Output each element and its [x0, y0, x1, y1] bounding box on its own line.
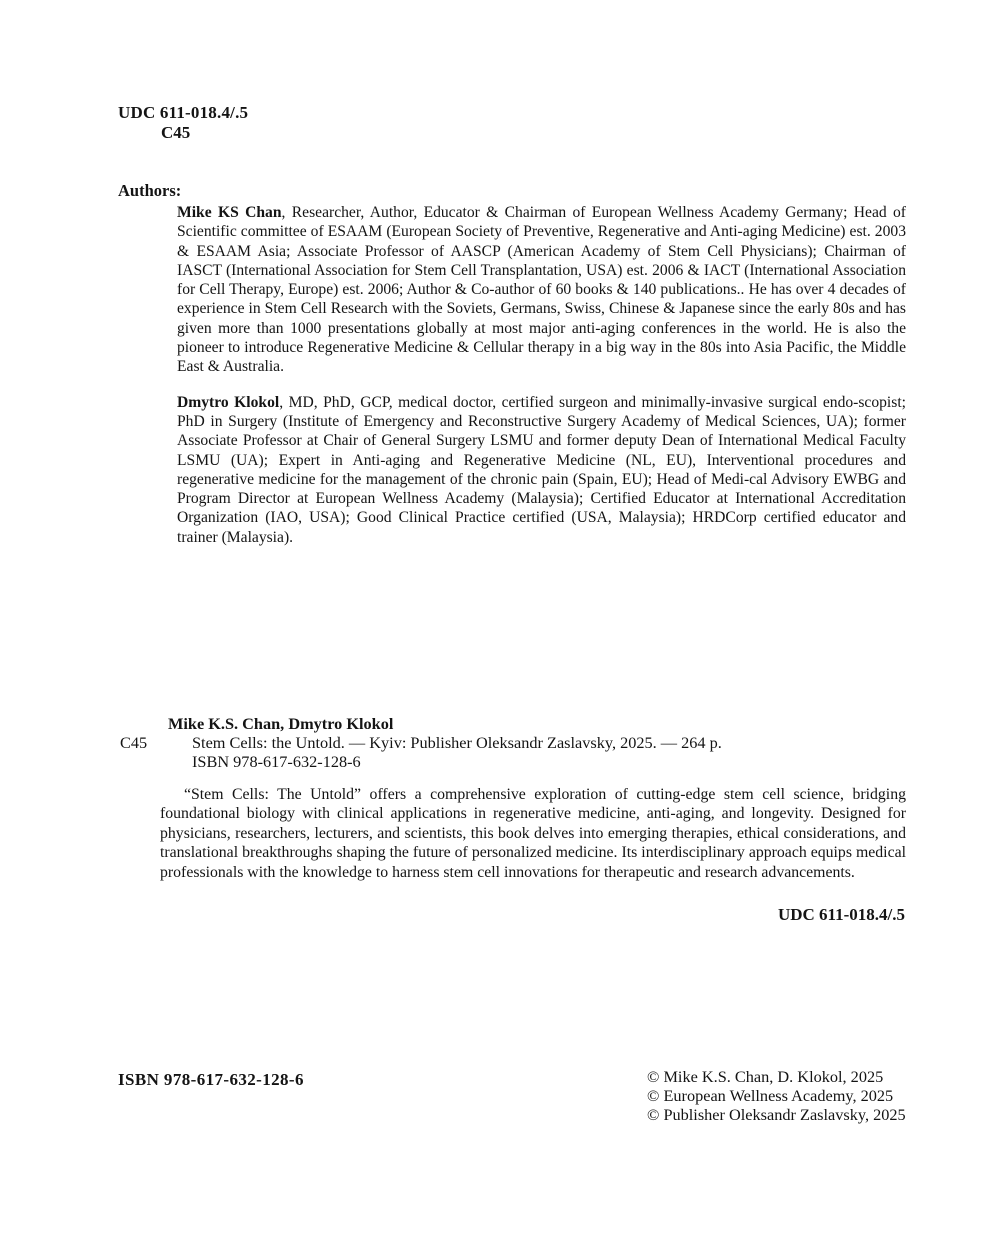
author-name: Dmytro Klokol — [177, 393, 280, 411]
citation-title: Stem Cells: the Untold. — Kyiv: Publisher Oleksandr Zaslavsky, 2025. — 264 p. — [192, 733, 722, 752]
copyright-line: © Mike K.S. Chan, D. Klokol, 2025 — [647, 1067, 884, 1086]
citation-authors: Mike K.S. Chan, Dmytro Klokol — [168, 714, 394, 733]
citation-classification-code: C45 — [120, 733, 148, 752]
classification-code-top: C45 — [161, 123, 191, 142]
author-bio-paragraph — [177, 393, 906, 547]
author-bio-text: , Researcher, Author, Educator & Chairman of European Wellness Academy Germany; Head of Scientific committee of ESAAM (European Society of Preventive, Regenerative and Anti-aging Medicine) est. 2003 & ESAAM Asia; Associate Professor of AASCP (American Academy of Stem Cell Physicians); Chairman of IASCT (International Association for Stem Cell Transplantation, USA) est. 2006 & IACT (International Association for Cell Therapy, Europe) est. 2006; Author & Co-author of 60 books & 140 publications.. He has over 4 decades of experience in Stem Cell Research with the Soviets, Germans, Swiss, Chinese & Japanese since the early 80s and has given more than 1000 presentations globally at most major anti-aging conferences in the world. He is also the pioneer to introduce Regenerative Medicine & Cellular therapy in a big way in the 80s into Asia Pacific, the Middle East & Australia. — [177, 204, 906, 376]
author-name: Mike KS Chan — [177, 204, 282, 221]
copyright-block — [647, 1068, 906, 1125]
citation-isbn: ISBN 978-617-632-128-6 — [192, 752, 361, 771]
author-bio-paragraph — [177, 203, 906, 377]
copyright-line: © Publisher Oleksandr Zaslavsky, 2025 — [647, 1104, 906, 1124]
authors-bio-block — [177, 203, 906, 547]
author-bio-text: , MD, PhD, GCP, medical doctor, certified surgeon and minimally-invasive surgical endo-scopist; PhD in Surgery (Institute of Emergency and Reconstructive Surgery Academy of Medical Sciences, UA); former Associate Professor at Chair of General Surgery LSMU and former deputy Dean of International Medical Faculty LSMU (UA); Expert in Anti-aging and Regenerative Medicine (NL, EU), Interventional procedures and regenerative medicine for the management of the chronic pain (Spain, EU); Head of Medi-cal Advisory EWBG and Program Director at European Wellness Academy (Malaysia); Certified Educator at International Accreditation Organization (IAO, USA); Good Clinical Practice certified (USA, Malaysia); HRDCorp certified educator and trainer (Malaysia). — [177, 393, 906, 546]
footer-isbn: ISBN 978-617-632-128-6 — [118, 1070, 304, 1089]
copyright-line: © European Wellness Academy, 2025 — [647, 1085, 894, 1105]
udc-code-bottom: UDC 611-018.4/.5 — [777, 905, 905, 924]
book-abstract: “Stem Cells: The Untold” offers a comprehensive exploration of cutting-edge stem cell science, bridging foundational biology with clinical applications in regenerative medicine, anti-aging, and longevity. Designed for physicians, researchers, lecturers, and scientists, this book delves into emerging therapies, ethical considerations, and translational breakthroughs shaping the future of personalized medicine. Its interdisciplinary approach equips medical professionals with the knowledge to harness stem cell innovations for therapeutic and research advancements. — [160, 786, 906, 881]
udc-code-top: UDC 611-018.4/.5 — [118, 103, 249, 122]
authors-heading: Authors: — [118, 181, 182, 200]
